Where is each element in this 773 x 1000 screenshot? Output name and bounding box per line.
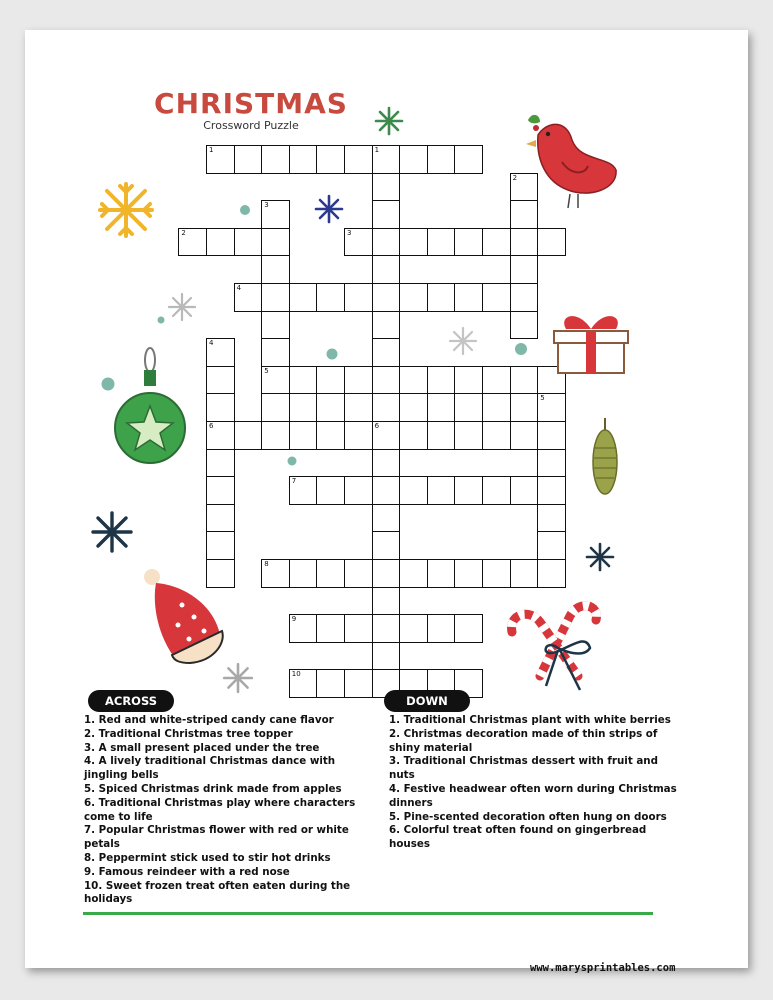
across-clue-8: 8. Peppermint stick used to stir hot drinks	[84, 851, 331, 864]
down-clue-6: 6. Colorful treat often found on gingerbread houses	[389, 824, 647, 851]
across-clue-5: 5. Spiced Christmas drink made from apples	[84, 782, 342, 795]
clue-number: 2	[181, 228, 186, 237]
across-header: ACROSS	[88, 690, 174, 712]
clue-number: 2	[512, 173, 518, 182]
candy-cane-icon	[500, 586, 620, 696]
clue-number: 3	[264, 201, 269, 210]
down-clue-5: 5. Pine-scented decoration often hung on doors	[389, 810, 667, 823]
down-header: DOWN	[384, 690, 470, 712]
pinecone-icon	[590, 418, 620, 498]
down-clue-2: 2. Christmas decoration made of thin strips of shiny material	[389, 727, 658, 754]
clue-number: 4	[236, 284, 242, 292]
across-clue-4: 4. A lively traditional Christmas dance with jingling bells	[84, 755, 336, 782]
down-clue-1: 1. Traditional Christmas plant with white berries	[389, 714, 671, 726]
across-clue-1: 1. Red and white-striped candy cane flavor	[84, 714, 334, 726]
across-clue-3: 3. A small present placed under the tree	[84, 741, 320, 754]
clue-number: 8	[264, 560, 269, 568]
clue-number: 3	[347, 228, 352, 237]
across-clue-9: 9. Famous reindeer with a red nose	[84, 865, 290, 878]
down-clue-3: 3. Traditional Christmas dessert with fruit and nuts	[389, 755, 658, 782]
across-clue-6: 6. Traditional Christmas play where characters come to life	[84, 796, 356, 823]
page-title: CHRISTMAS	[154, 87, 348, 120]
footer-divider	[83, 912, 653, 915]
clue-number: 6	[209, 422, 214, 430]
gift-icon	[548, 305, 634, 377]
clue-number: 5	[264, 366, 269, 375]
clue-number: 6	[374, 422, 380, 430]
down-clue-4: 4. Festive headwear often worn during Christmas dinners	[389, 782, 677, 809]
clue-number: 4	[209, 339, 214, 348]
bird-icon	[518, 110, 628, 215]
clue-number: 1	[209, 146, 214, 154]
across-clue-list	[84, 714, 364, 907]
down-clue-list	[389, 714, 679, 852]
page-subtitle: Crossword Puzzle	[203, 119, 299, 132]
website-url: www.marysprintables.com	[530, 962, 676, 974]
across-clue-7: 7. Popular Christmas flower with red or white petals	[84, 824, 349, 851]
clue-number: 10	[291, 670, 301, 679]
clue-number: 1	[374, 146, 380, 154]
hat-icon	[134, 565, 234, 665]
across-clue-2: 2. Traditional Christmas tree topper	[84, 727, 293, 740]
ornament-icon	[112, 346, 188, 470]
clue-number: 5	[540, 394, 545, 403]
across-clue-10: 10. Sweet frozen treat often eaten during the holidays	[84, 879, 351, 906]
clue-number: 7	[291, 477, 297, 486]
clue-number: 9	[291, 615, 297, 624]
